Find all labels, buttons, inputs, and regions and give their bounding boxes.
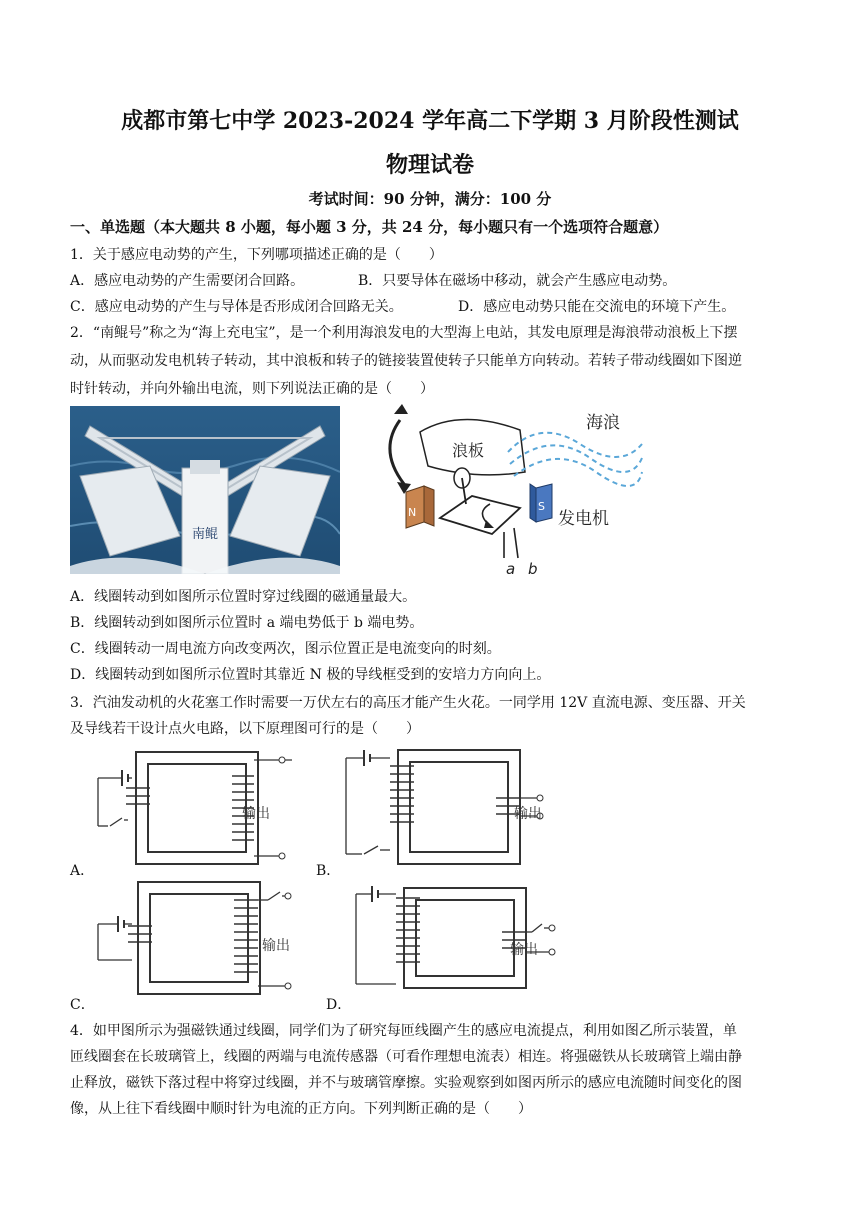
page-subtitle: 物理试卷	[385, 152, 474, 178]
q2-option-d: D．线圈转动到如图所示位置时其靠近 N 极的导线框受到的安培力方向向上。	[70, 667, 551, 683]
magnet-s-label: S	[538, 500, 545, 513]
q2-option-c: C．线圈转动一周电流方向改变两次，图示位置正是电流变向的时刻。	[70, 641, 501, 657]
sea-wave-label: 海浪	[586, 413, 620, 433]
q2-stem-line3: 时针转动，并向外输出电流，则下列说法正确的是（ ）	[70, 381, 434, 397]
circuit-d-diagram	[350, 884, 560, 994]
exam-info: 考试时间：90 分钟，满分：100 分	[308, 190, 552, 208]
q3-stem-line1: 3．汽油发动机的火花塞工作时需要一万伏左右的高压才能产生火花。一同学用 12V 直流电源、变压器、开关	[70, 695, 746, 711]
q1-option-a: A．感应电动势的产生需要闭合回路。	[70, 273, 305, 289]
generator-label: 发电机	[558, 509, 609, 529]
q3-stem-line2: 及导线若干设计点火电路，以下原理图可行的是（ ）	[70, 721, 420, 737]
q1-option-b: B．只要导体在磁场中移动，就会产生感应电动势。	[358, 273, 677, 289]
q2-option-b: B．线圈转动到如图所示位置时 a 端电势低于 b 端电势。	[70, 615, 424, 631]
circuit-c-output-label: 输出	[262, 938, 290, 954]
circuit-d-output-label: 输出	[510, 942, 538, 958]
q2-stem-line1: 2．“南鲲号”称之为“海上充电宝”，是一个利用海浪发电的大型海上电站，其发电原理是海浪带动浪板上下摆	[70, 325, 738, 341]
option-d-label: D．	[326, 997, 352, 1013]
circuit-b-output-label: 输出	[514, 806, 542, 822]
coil-loop	[440, 496, 520, 534]
generator-diagram	[380, 400, 650, 576]
page-title: 成都市第七中学 2023-2024 学年高二下学期 3 月阶段性测试	[121, 108, 739, 134]
option-b-label: B．	[316, 863, 341, 879]
q4-line4: 像，从上往下看线圈中顺时针为电流的正方向。下列判断正确的是（ ）	[70, 1101, 532, 1117]
circuit-c-diagram	[92, 878, 302, 998]
ship-name-text: 南鲲	[191, 527, 219, 542]
circuit-a-output-label: 输出	[242, 806, 270, 822]
wave-board-label: 浪板	[452, 441, 485, 460]
q1-option-c: C．感应电动势的产生与导体是否形成闭合回路无关。	[70, 299, 403, 315]
circuit-a-diagram	[92, 748, 292, 868]
circuit-b-diagram	[338, 746, 548, 872]
option-c-label: C．	[70, 997, 95, 1013]
q2-stem-line2: 动，从而驱动发电机转子转动，其中浪板和转子的链接装置使转子只能单方向转动。若转子带动线圈如下图逆	[70, 353, 742, 369]
q1-option-d: D．感应电动势只能在交流电的环境下产生。	[458, 299, 736, 315]
q1-stem: 1．关于感应电动势的产生，下列哪项描述正确的是（ ）	[70, 247, 443, 263]
q2-option-a: A．线圈转动到如图所示位置时穿过线圈的磁通量最大。	[70, 589, 417, 605]
magnet-n-label: N	[408, 506, 417, 519]
terminal-b-label: b	[528, 560, 538, 576]
q4-line1: 4．如甲图所示为强磁铁通过线圈，同学们为了研究每匝线圈产生的感应电流提点，利用如图乙所示装置，单	[70, 1023, 737, 1039]
q4-line3: 止释放，磁铁下落过程中将穿过线圈，并不与玻璃管摩擦。实验观察到如图丙所示的感应电流随时间变化的图	[70, 1075, 742, 1091]
ship-photo	[70, 406, 340, 574]
terminal-a-label: a	[506, 560, 516, 576]
section-heading: 一、单选题（本大题共 8 小题，每小题 3 分，共 24 分，每小题只有一个选项符合题意）	[70, 218, 669, 236]
option-a-label: A．	[70, 863, 95, 879]
swing-arrow	[390, 420, 404, 484]
q4-line2: 匝线圈套在长玻璃管上，线圈的两端与电流传感器（可看作理想电流表）相连。将强磁铁从长玻璃管上端由静	[70, 1049, 742, 1065]
